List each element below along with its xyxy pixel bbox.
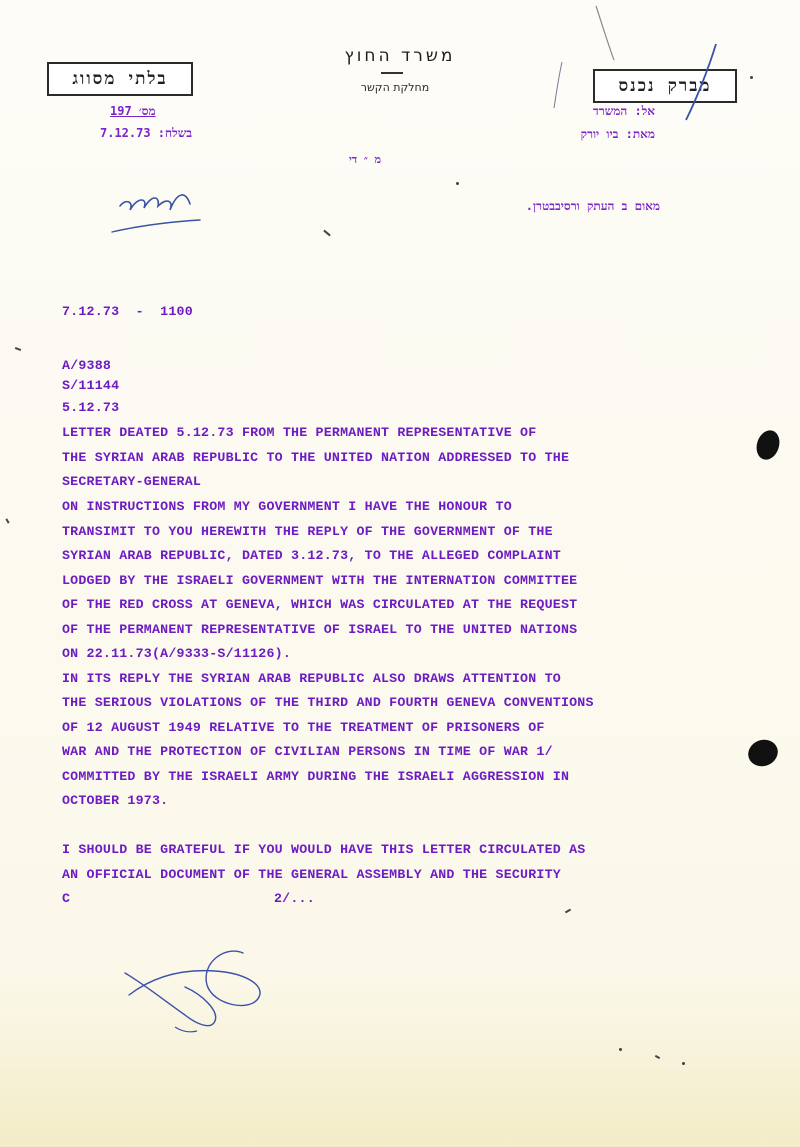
body-line: IN ITS REPLY THE SYRIAN ARAB REPUBLIC ALSO DRAWS ATTENTION TO bbox=[62, 671, 561, 686]
body-line: OF THE PERMANENT REPRESENTATIVE OF ISRAEL TO THE UNITED NATIONS bbox=[62, 622, 578, 637]
body-line: THE SERIOUS VIOLATIONS OF THE THIRD AND FOURTH GENEVA CONVENTIONS bbox=[62, 695, 594, 710]
body-line: OF 12 AUGUST 1949 RELATIVE TO THE TREATMENT OF PRISONERS OF bbox=[62, 720, 545, 735]
pen-strokes-top-right bbox=[540, 0, 770, 140]
ministry-title: משרד החוץ bbox=[344, 46, 456, 66]
body-line: ON 22.11.73(A/9333-S/11126). bbox=[62, 646, 292, 661]
paper-speck bbox=[655, 1055, 660, 1059]
doc-date: 5.12.73 bbox=[62, 400, 120, 415]
body-line: OCTOBER 1973. bbox=[62, 793, 169, 808]
subject-line: מאום ב העתק ורסיבבטרן. bbox=[525, 199, 660, 213]
paper-speck bbox=[15, 347, 21, 351]
incoming-telegram-box: מברק נכנס bbox=[593, 69, 737, 103]
sent-date: בשלח: 7.12.73 bbox=[100, 126, 193, 140]
sender-line: מאת: ביו יורק bbox=[580, 127, 655, 141]
division-label: מחלקת הקשר bbox=[360, 81, 430, 94]
paper-speck bbox=[750, 76, 753, 79]
paper-speck bbox=[5, 518, 9, 523]
handwritten-initials-mark bbox=[108, 176, 208, 236]
binder-hole-lower bbox=[744, 736, 781, 771]
signature-scribble bbox=[115, 935, 275, 1035]
paper-speck bbox=[682, 1062, 685, 1065]
continuation-marker: 2/... bbox=[274, 891, 315, 906]
body-line: COMMITTED BY THE ISRAELI ARMY DURING THE ISRAELI AGGRESSION IN bbox=[62, 769, 570, 784]
title-underline bbox=[381, 72, 403, 74]
paper-speck bbox=[323, 230, 330, 237]
body-line: TRANSIMIT TO YOU HEREWITH THE REPLY OF THE GOVERNMENT OF THE bbox=[62, 524, 553, 539]
body-line: I SHOULD BE GRATEFUL IF YOU WOULD HAVE THIS LETTER CIRCULATED AS bbox=[62, 842, 586, 857]
paper-speck bbox=[456, 182, 459, 185]
classification-box: בלתי מסווג bbox=[47, 62, 193, 96]
body-line: THE SYRIAN ARAB REPUBLIC TO THE UNITED NATION ADDRESSED TO THE bbox=[62, 450, 570, 465]
routing-code: מ ״ די bbox=[348, 153, 382, 166]
recipient-line: אל: המשרד bbox=[593, 104, 655, 118]
binder-hole-upper bbox=[753, 427, 783, 462]
message-number: מס׳ 197 bbox=[110, 104, 156, 118]
body-line: LETTER DEATED 5.12.73 FROM THE PERMANENT REPRESENTATIVE OF bbox=[62, 425, 537, 440]
paper-speck bbox=[619, 1048, 622, 1051]
paper-speck bbox=[565, 909, 571, 914]
body-line: C bbox=[62, 891, 71, 906]
body-line: SECRETARY-GENERAL bbox=[62, 474, 202, 489]
doc-ref-sc: S/11144 bbox=[62, 378, 120, 393]
body-line: ON INSTRUCTIONS FROM MY GOVERNMENT I HAVE THE HONOUR TO bbox=[62, 499, 512, 514]
body-line: AN OFFICIAL DOCUMENT OF THE GENERAL ASSEMBLY AND THE SECURITY bbox=[62, 867, 561, 882]
doc-ref-ga: A/9388 bbox=[62, 358, 112, 373]
body-line: WAR AND THE PROTECTION OF CIVILIAN PERSONS IN TIME OF WAR 1/ bbox=[62, 744, 553, 759]
body-line: SYRIAN ARAB REPUBLIC, DATED 3.12.73, TO THE ALLEGED COMPLAINT bbox=[62, 548, 561, 563]
datetime-line: 7.12.73 - 1100 bbox=[62, 304, 193, 319]
body-line: OF THE RED CROSS AT GENEVA, WHICH WAS CIRCULATED AT THE REQUEST bbox=[62, 597, 578, 612]
body-line: LODGED BY THE ISRAELI GOVERNMENT WITH THE INTERNATION COMMITTEE bbox=[62, 573, 578, 588]
